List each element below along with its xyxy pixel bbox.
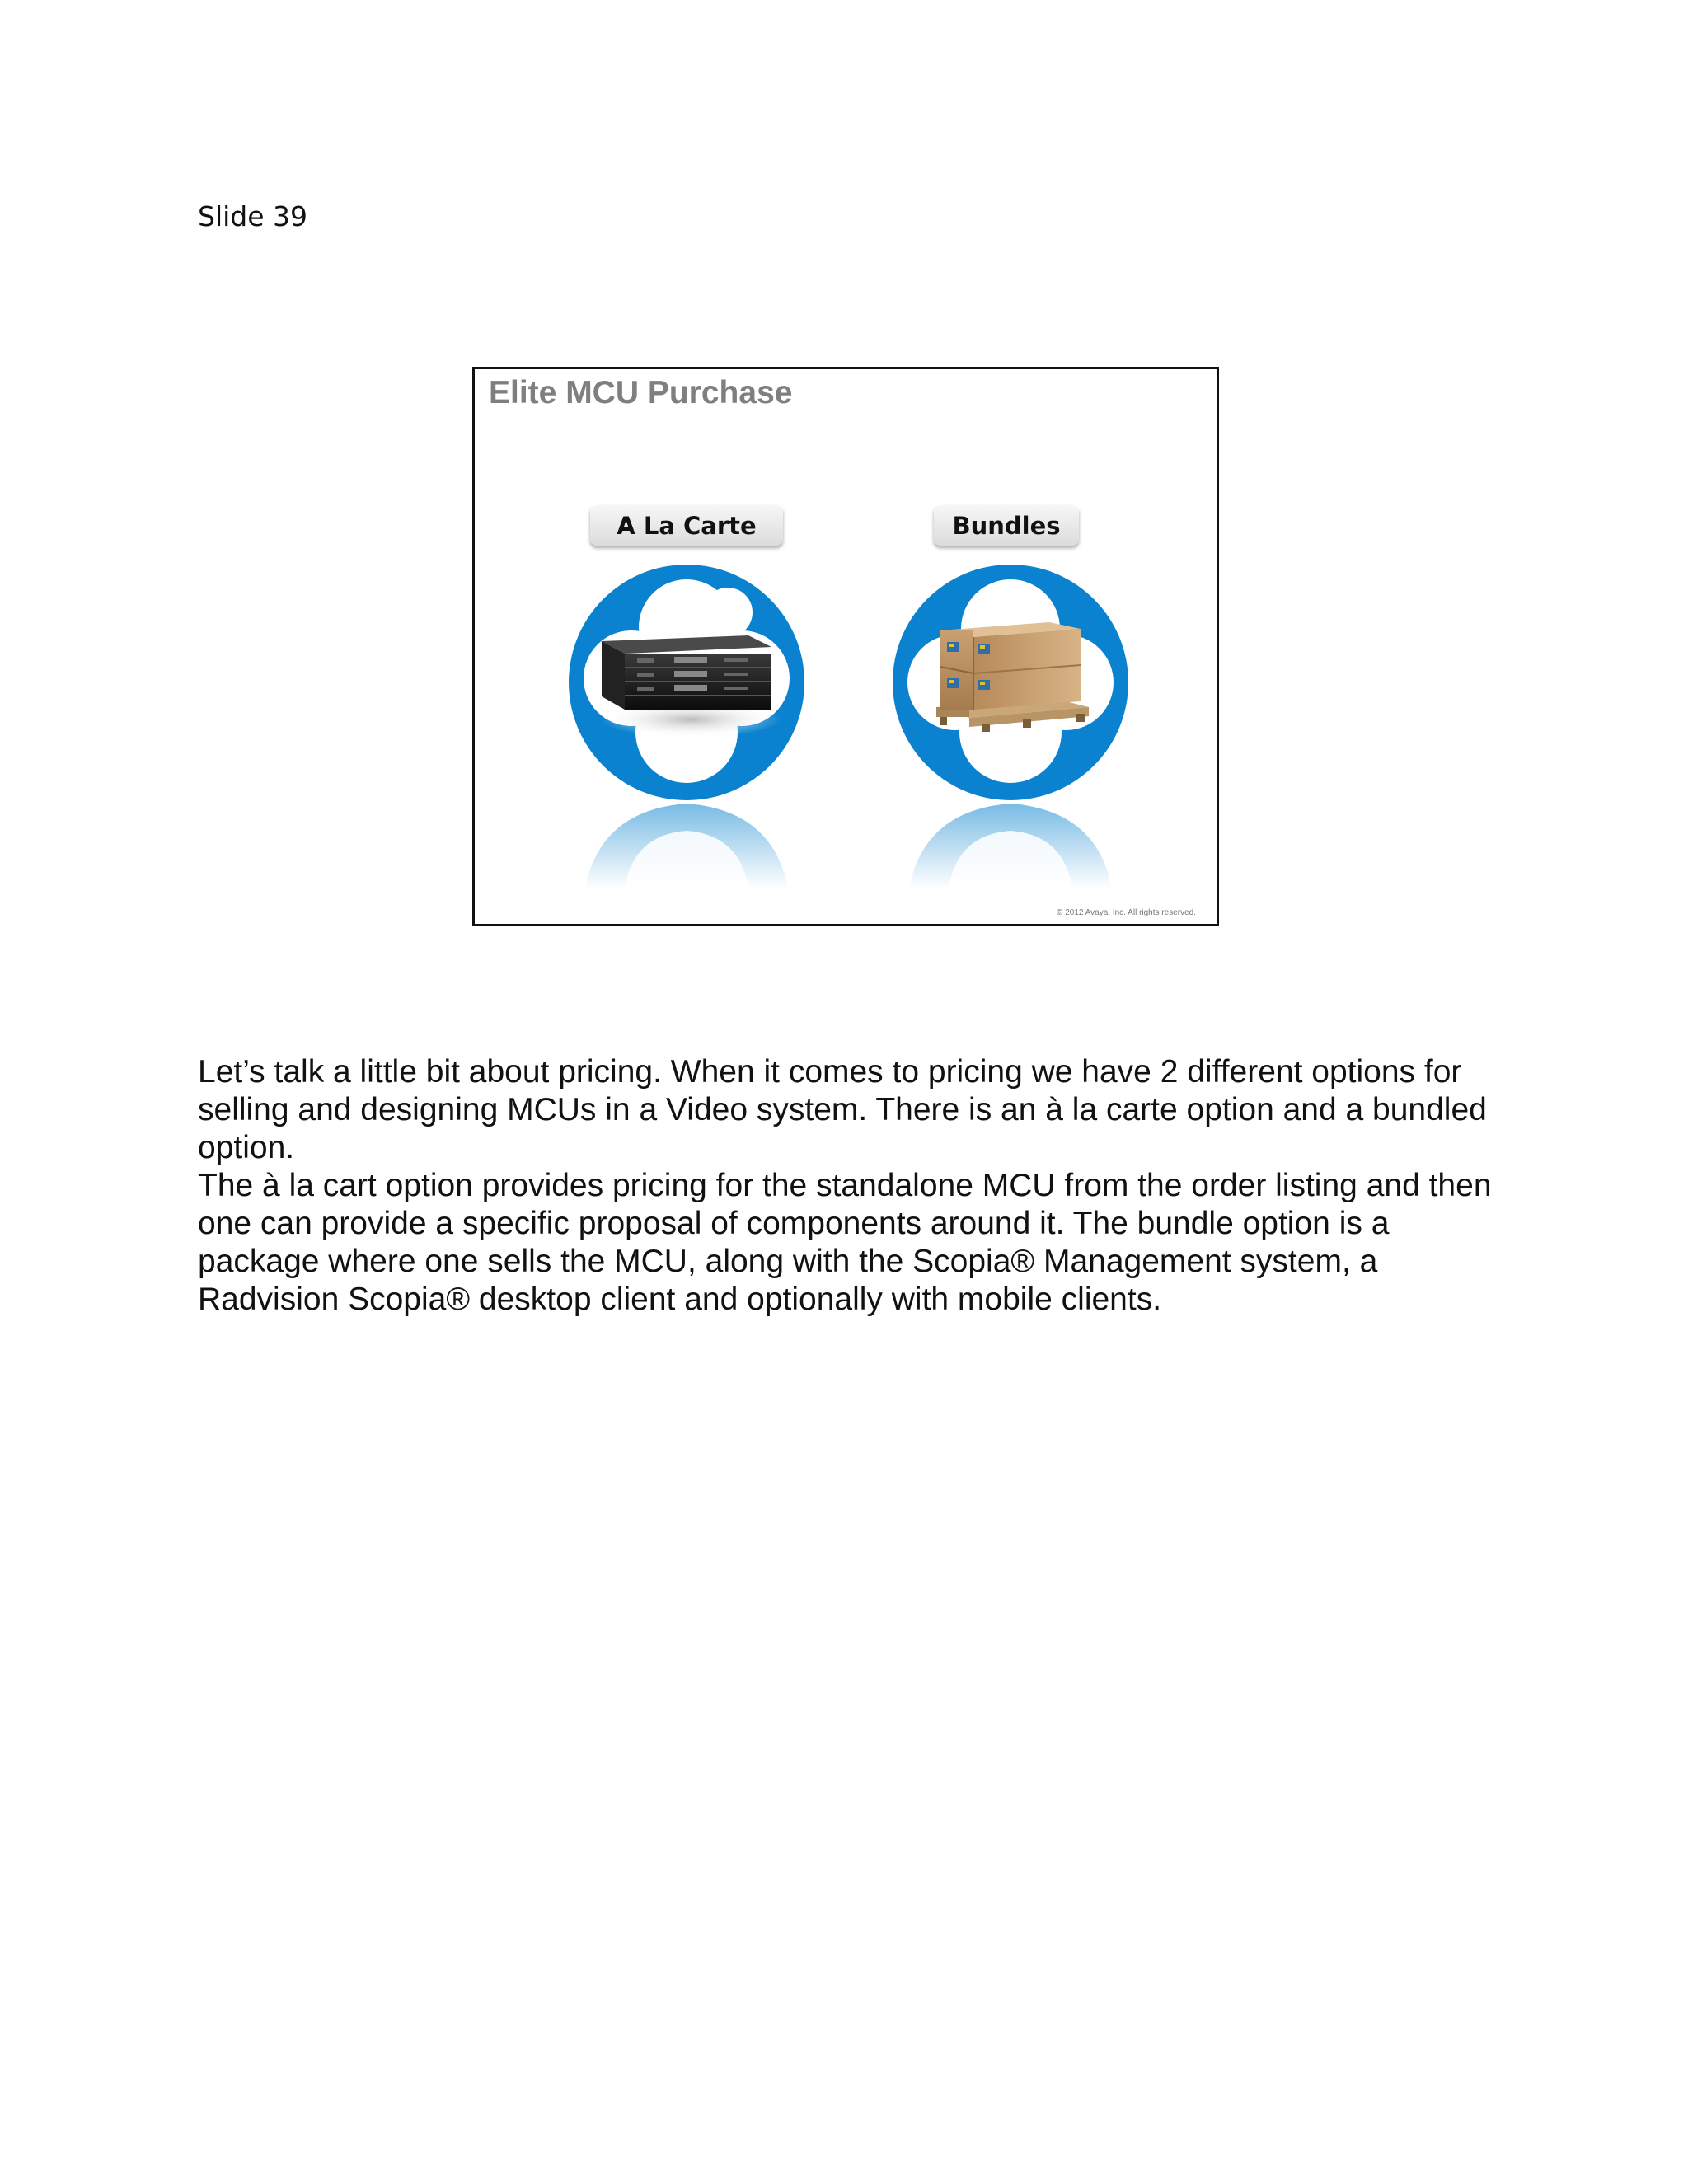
bundles-label: Bundles bbox=[934, 505, 1079, 546]
notes-paragraph-2: The à la cart option provides pricing for the standalone MCU from the order listing and then one can provide a specific proposal of components around it. The bundle option is a package where one sells the MCU, along with the Scopia® Management system, a Radvision Scopia® desktop client and optionally with mobile clients. bbox=[198, 1168, 1492, 1317]
slide-frame bbox=[472, 367, 1219, 926]
slide-number-label: Slide 39 bbox=[198, 200, 308, 232]
speaker-notes bbox=[198, 1053, 1517, 1319]
mcu-server-icon bbox=[567, 563, 806, 888]
boxes-pallet-icon bbox=[891, 563, 1130, 888]
a-la-carte-label: A La Carte bbox=[590, 505, 783, 546]
copyright-notice: © 2012 Avaya, Inc. All rights reserved. bbox=[1057, 908, 1196, 917]
notes-paragraph-1: Let’s talk a little bit about pricing. When it comes to pricing we have 2 different options for selling and designing MCUs in a Video system. There is an à la carte option and a bundled option. bbox=[198, 1054, 1487, 1165]
slide-title: Elite MCU Purchase bbox=[489, 375, 793, 410]
